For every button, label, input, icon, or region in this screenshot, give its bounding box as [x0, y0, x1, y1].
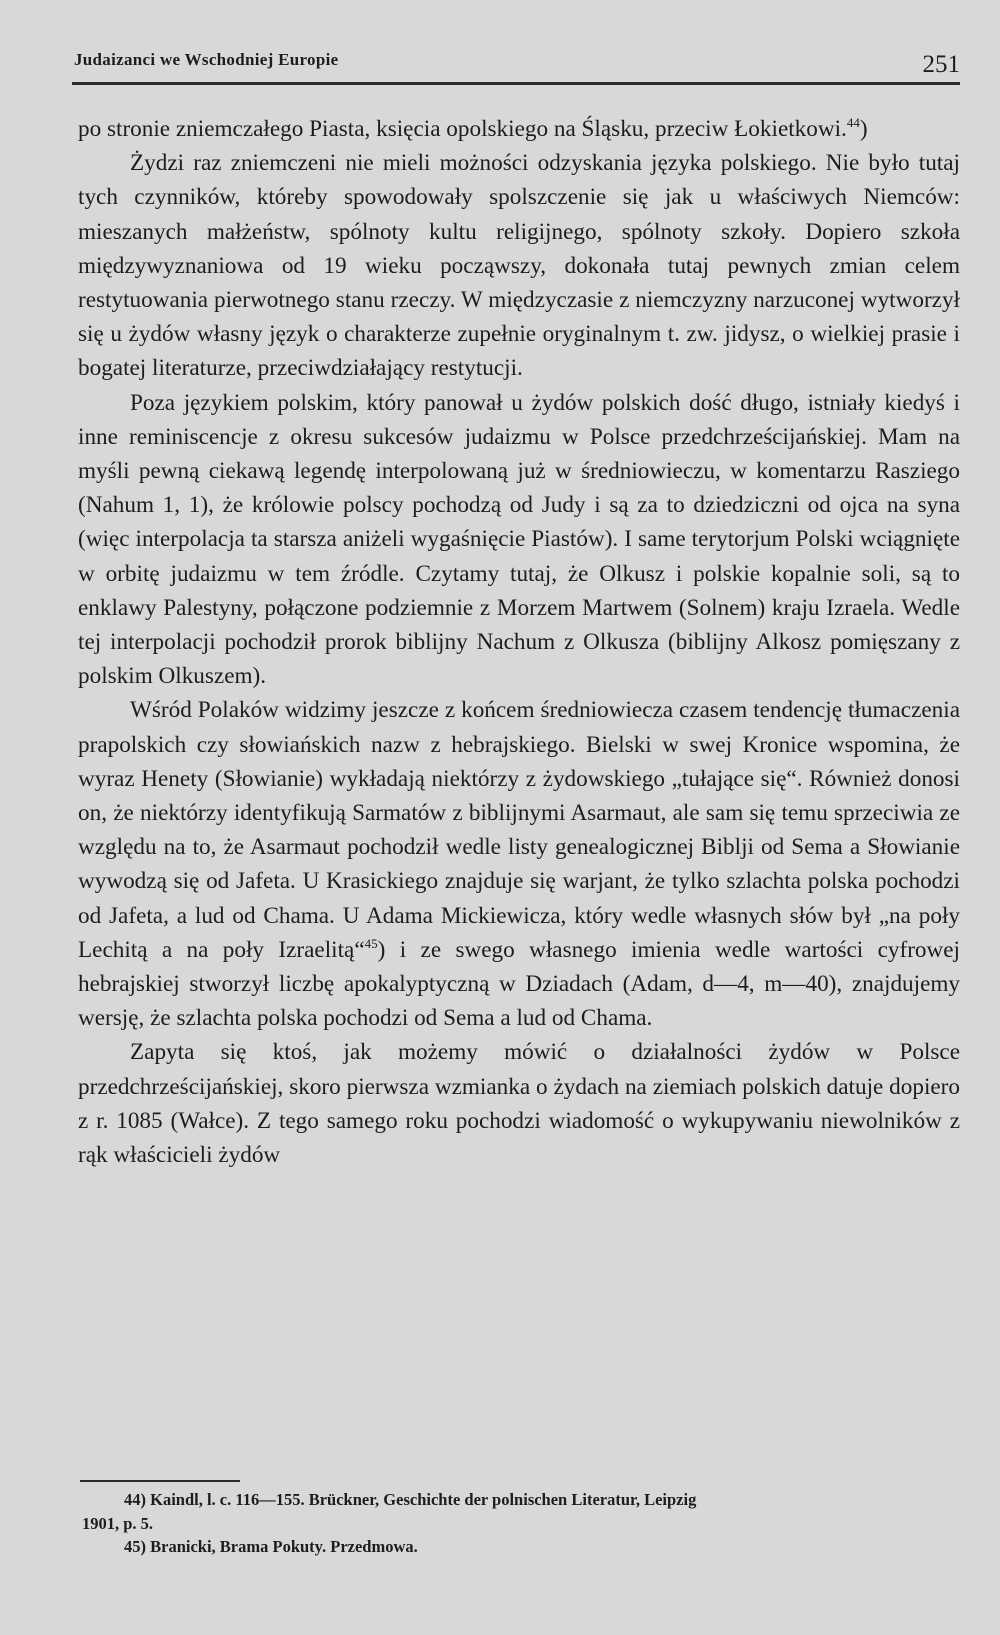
paragraph-3: Poza językiem polskim, który panował u żydów polskich dość długo, istniały kiedyś i inne reminiscencje z okresu sukcesów judaizmu w Polsce przedchrześcijańskiej. Mam na myśli pewną ciekawą legendę interpolowaną już w średniowieczu, w komentarzu Rasziego (Nahum 1, 1), że królowie polscy pochodzą od Judy i są za to dziedziczni od ojca na syna (więc interpolacja ta starsza aniżeli wygaśnięcie Piastów). I same terytorjum Polski wciągnięte w orbitę judaizmu w tem źródle. Czytamy tutaj, że Olkusz i polskie kopalnie soli, są to enklawy Palestyny, połączone podziemnie z Morzem Martwem (Solnem) kraju Izraela. Wedle tej interpolacji pochodził prorok biblijny Nachum z Olkusza (biblijny Alkosz pomięszany z polskim Olkuszem). — [78, 389, 960, 690]
paragraph-1-text: po stronie zniemczałego Piasta, księcia opolskiego na Śląsku, przeciw Łokietkowi. — [78, 116, 847, 142]
footnote-ref-45: 45 — [364, 935, 378, 951]
header-rule — [72, 82, 960, 85]
footnote-rule — [80, 1480, 240, 1482]
footnote-44-line-1: 44) Kaindl, l. c. 116—155. Brückner, Geschichte der polnischen Literatur, Leipzig — [124, 1490, 697, 1509]
paragraph-4 — [78, 693, 960, 1035]
paragraph-4-end: ) i ze swego własnego imienia wedle wartości cyfrowej hebrajskiej stworzył liczbę apokalyptyczną w Dziadach (Adam, d—4, m—40), znajdujemy wersję, że szlachta polska pochodzi od Sema a lud od Chama. — [78, 936, 960, 1032]
footnote-45: 45) Branicki, Brama Pokuty. Przedmowa. — [124, 1537, 418, 1556]
footnotes — [82, 1488, 960, 1559]
paragraph-continuation — [78, 112, 960, 146]
running-header — [72, 44, 960, 84]
running-title: Judaizanci we Wschodniej Europie — [74, 50, 339, 69]
paragraph-1-end: ) — [859, 116, 868, 142]
paragraph-2: Żydzi raz zniemczeni nie mieli możności odzyskania języka polskiego. Nie było tutaj tych czynników, któreby spowodowały spolszczenie się jak u właściwych Niemców: mieszanych małżeństw, spólnoty kultu religijnego, spólnoty szkoły. Dopiero szkoła międzywyznaniowa od 19 wieku począwszy, dokonała tutaj pewnych zmian celem restytuowania pierwotnego stanu rzeczy. W międzyczasie z niemczyzny narzuconej wytworzył się u żydów własny język o charakterze zupełnie oryginalnym t. zw. jidysz, o wielkiej prasie i bogatej literaturze, przeciwdziałający restytucji. — [78, 150, 960, 382]
paragraph-5: Zapyta się ktoś, jak możemy mówić o działalności żydów w Polsce przedchrześcijańskiej, skoro pierwsza wzmianka o żydach na ziemiach polskich datuje dopiero z r. 1085 (Wałce). Z tego samego roku pochodzi wiadomość o wykupywaniu niewolników z rąk właścicieli żydów — [78, 1039, 960, 1169]
main-text — [78, 112, 960, 1172]
footnote-ref-44: 44 — [846, 115, 860, 130]
paragraph-4-text: Wśród Polaków widzimy jeszcze z końcem średniowiecza czasem tendencję tłumaczenia prapolskich czy słowiańskich nazw z hebrajskiego. Bielski w swej Kronice wspomina, że wyraz Henety (Słowianie) wykładają niektórzy z żydowskiego „tułające się“. Również donosi on, że niektórzy identyfikują Sarmatów z biblijnymi Asarmaut, ale sam się temu sprzeciwia ze względu na to, że Asarmaut pochodził wedle listy genealogicznej Biblji od Sema a Słowianie wywodzą się od Jafeta. U Krasickiego znajduje się warjant, że tylko szlachta polska pochodzi od Jafeta, a lud od Chama. U Adama Mickiewicza, który wedle własnych słów był „na poły Lechitą a na poły Izraelitą“ — [78, 697, 960, 963]
page-number: 251 — [922, 51, 960, 78]
footnote-44-line-2: 1901, p. 5. — [82, 1513, 154, 1533]
